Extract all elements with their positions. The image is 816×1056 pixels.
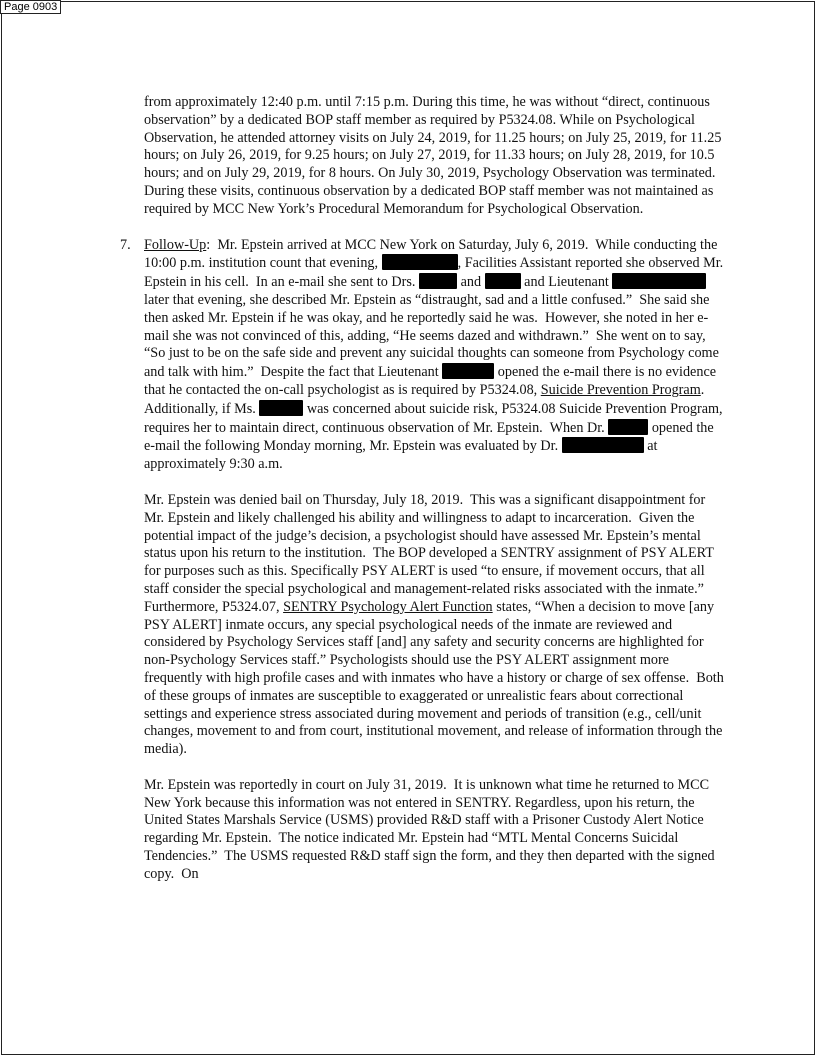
item7-text-1: : Mr. Epstein arrived at MCC New York on Saturday, July 6, 2019. While conducting the 10:00 p.m. institution count that evening, [144,236,721,272]
numbered-item-7 [120,236,728,474]
sentry-psychology-alert-link: SENTRY Psychology Alert Function [283,598,493,615]
redaction-block [442,363,494,379]
item7-text-9: opened the e-mail the following Monday morning, Mr. Epstein was evaluated by Dr. [144,419,718,455]
bail-text-2: states, “When a decision to move [any PSY ALERT] inmate occurs, any special psychological needs of the inmate are reviewed and considered by Psychology Services staff [and] any safety and security concerns are highlighted for non-Psychology Services staff.” Psychologists should use the PSY ALERT assignment more frequently with high profile cases and with inmates who have a history or charge of sex offense. Both of these groups of inmates are susceptible to exaggerated or unrealistic fears about correctional settings and experience stress associated during movement and periods of transition (e.g., cell/unit changes, movement to and from court, institutional movement, and release of information through the media). [144,598,728,758]
redaction-block [419,273,457,289]
redaction-block [485,273,521,289]
item7-text-4: and Lieutenant [520,274,613,291]
bail-text-1: Mr. Epstein was denied bail on Thursday, July 18, 2019. This was a significant disappointment for Mr. Epstein and likely challenged his ability and willingness to adapt to incarceration. Given the potential impact of the judge’s decision, a psychologist should have assessed Mr. Epstein’s mental status upon his return to the institution. The BOP developed a SENTRY assignment of PSY ALERT for purposes such as this. Specifically PSY ALERT is used “to ensure, if movement occurs, that all staff consider the special psychological and management-related risks associated with the inmate.” Furthermore, P5324.07, [144,491,718,615]
item7-text-6: opened the e-mail there is no evidence that he contacted the on-call psychologist as is required by P5324.08, [144,364,720,398]
redaction-block [562,437,644,453]
redaction-block [608,419,648,435]
item7-text-2: , Facilities Assistant reported she observed Mr. Epstein in his cell. In an e-mail she sent to Drs. [144,255,727,291]
document-body [120,94,728,902]
paragraph-court: Mr. Epstein was reportedly in court on July 31, 2019. It is unknown what time he returned to MCC New York because this information was not entered in SENTRY. Regardless, upon his return, the United States Marshals Service (USMS) provided R&D staff with a Prisoner Custody Alert Notice regarding Mr. Epstein. The notice indicated Mr. Epstein had “MTL Mental Concerns Suicidal Tendencies.” The USMS requested R&D staff sign the form, and they then departed with the signed copy. On [144,776,719,882]
paragraph-continuation: from approximately 12:40 p.m. until 7:15 p.m. During this time, he was without “direct, continuous observation” by a dedicated BOP staff member as required by P5324.08. While on Psychological Observation, he attended attorney visits on July 24, 2019, for 11.25 hours; on July 25, 2019, for 11.25 hours; on July 26, 2019, for 9.25 hours; on July 27, 2019, for 11.33 hours; on July 28, 2019, for 10.5 hours; and on July 29, 2019, for 8 hours. On July 30, 2019, Psychology Observation was terminated. During these visits, continuous observation by a dedicated BOP staff member was not maintained as required by MCC New York’s Procedural Memorandum for Psychological Observation. [144,94,725,217]
redaction-block [259,400,303,416]
follow-up-heading: Follow-Up [144,236,207,253]
item7-text-7: . Additionally, if Ms. [144,381,711,417]
item7-text-5: later that evening, she described Mr. Epstein as “distraught, sad and a little confused.” She said she then asked Mr. Epstein if he was okay, and he reportedly said he was. However, she noted in her e-mail she was not convinced of this, adding, “He seems dazed and withdrawn.” She went on to say, “So just to be on the safe side and prevent any suicidal thoughts can someone from Psychology come and talk with him.” Despite the fact that Lieutenant [144,274,723,381]
item7-text-10: at approximately 9:30 a.m. [144,438,662,473]
suicide-prevention-program-link: Suicide Prevention Program [540,381,701,398]
paragraph-bail [144,492,728,759]
page-label: Page 0903 [0,0,61,14]
item-number: 7. [120,236,131,253]
item7-text-8: was concerned about suicide risk, P5324.08 Suicide Prevention Program, requires her to maintain direct, continuous observation of Mr. Epstein. When Dr. [144,400,727,436]
redaction-block [382,254,458,270]
item7-text-3: and [457,274,485,291]
redaction-block [612,273,706,289]
